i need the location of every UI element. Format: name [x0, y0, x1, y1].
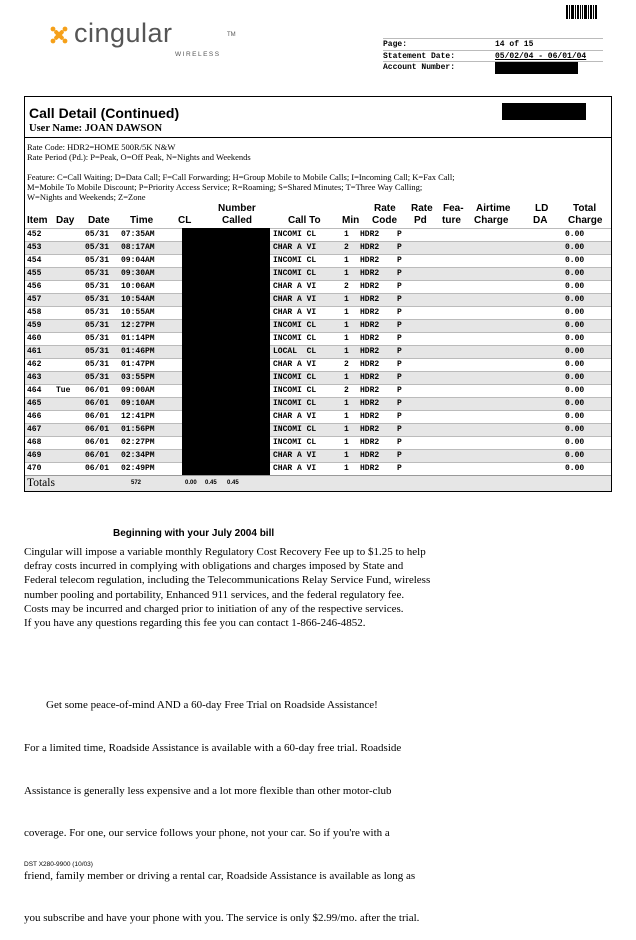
account-number-redaction: [495, 62, 578, 74]
cell-time: 12:27PM: [121, 321, 155, 330]
cell-date: 06/01: [85, 451, 110, 460]
cell-item: 468: [27, 438, 42, 447]
cell-min: 1: [344, 347, 349, 356]
cell-time: 10:06AM: [121, 282, 155, 291]
cell-time: 09:10AM: [121, 399, 155, 408]
cell-item: 453: [27, 243, 42, 252]
cell-date: 06/01: [85, 425, 110, 434]
cell-date: 05/31: [85, 282, 110, 291]
cell-total: 0.00: [565, 373, 585, 382]
cell-date: 05/31: [85, 334, 110, 343]
legend-line: W=Nights and Weekends; Z=Zone: [27, 192, 146, 202]
cell-total: 0.00: [565, 243, 585, 252]
roadside-line: For a limited time, Roadside Assistance is available with a 60-day free trial. Roadside: [24, 742, 402, 755]
cell-code: HDR2: [360, 425, 380, 434]
cell-pd: P: [397, 321, 402, 330]
statement-info: [383, 38, 603, 73]
cell-pd: P: [397, 373, 402, 382]
cell-time: 09:30AM: [121, 269, 155, 278]
cell-item: 461: [27, 347, 42, 356]
table-row: [25, 462, 611, 475]
cell-total: 0.00: [565, 282, 585, 291]
cell-callto: CHAR A VI: [273, 243, 317, 252]
cell-total: 0.00: [565, 464, 585, 473]
cell-min: 1: [344, 256, 349, 265]
cell-code: HDR2: [360, 399, 380, 408]
legend-line: Feature: C=Call Waiting; D=Data Call; F=Call Forwarding; H=Group Mobile to Mobile Calls; I=Incoming Call; K=Fax Call;: [27, 172, 455, 182]
col-date: Date: [88, 215, 110, 226]
notice-title: Beginning with your July 2004 bill: [113, 528, 275, 539]
cell-pd: P: [397, 308, 402, 317]
col-air-2: Charge: [474, 215, 509, 226]
cell-item: 463: [27, 373, 42, 382]
call-detail-section: [24, 96, 612, 492]
table-row: [25, 241, 611, 254]
table-row: [25, 319, 611, 332]
cell-total: 0.00: [565, 269, 585, 278]
cell-min: 1: [344, 425, 349, 434]
cell-min: 2: [344, 386, 349, 395]
cell-time: 08:17AM: [121, 243, 155, 252]
cell-code: HDR2: [360, 360, 380, 369]
col-day: Day: [56, 215, 75, 226]
table-row: [25, 306, 611, 319]
cell-code: HDR2: [360, 269, 380, 278]
cell-callto: CHAR A VI: [273, 464, 317, 473]
table-row: [25, 280, 611, 293]
cell-date: 05/31: [85, 269, 110, 278]
cell-min: 1: [344, 464, 349, 473]
divider: [25, 137, 611, 138]
cell-code: HDR2: [360, 334, 380, 343]
cell-callto: INCOMI CL: [273, 334, 317, 343]
cell-time: 01:46PM: [121, 347, 155, 356]
cell-day: Tue: [56, 386, 71, 395]
brand-subtitle: WIRELESS: [175, 51, 221, 58]
table-row: [25, 254, 611, 267]
col-min: Min: [342, 215, 360, 226]
cingular-x-icon: [50, 26, 68, 44]
cell-code: HDR2: [360, 321, 380, 330]
table-row: [25, 423, 611, 436]
page-label: Page:: [383, 40, 408, 49]
cell-time: 12:41PM: [121, 412, 155, 421]
cell-min: 1: [344, 399, 349, 408]
col-air-1: Airtime: [476, 203, 511, 214]
cell-min: 1: [344, 438, 349, 447]
table-row: [25, 436, 611, 449]
cell-total: 0.00: [565, 256, 585, 265]
cell-date: 05/31: [85, 360, 110, 369]
table-row: [25, 358, 611, 371]
table-row: [25, 293, 611, 306]
cell-callto: INCOMI CL: [273, 425, 317, 434]
cell-code: HDR2: [360, 256, 380, 265]
cell-time: 02:49PM: [121, 464, 155, 473]
legend-line: Rate Code: HDR2=HOME 500R/5K N&W: [27, 142, 176, 152]
cell-callto: INCOMI CL: [273, 438, 317, 447]
col-rate-1: Rate: [374, 203, 396, 214]
cell-item: 470: [27, 464, 42, 473]
cell-total: 0.00: [565, 321, 585, 330]
table-row: [25, 332, 611, 345]
cell-total: 0.00: [565, 451, 585, 460]
cell-date: 05/31: [85, 230, 110, 239]
col-time: Time: [130, 215, 154, 226]
cell-total: 0.00: [565, 308, 585, 317]
cell-date: 05/31: [85, 256, 110, 265]
cell-callto: INCOMI CL: [273, 256, 317, 265]
cell-item: 452: [27, 230, 42, 239]
number-called-redaction: [182, 228, 270, 475]
cell-min: 1: [344, 230, 349, 239]
cell-total: 0.00: [565, 230, 585, 239]
cell-code: HDR2: [360, 230, 380, 239]
cell-date: 05/31: [85, 321, 110, 330]
cell-callto: CHAR A VI: [273, 360, 317, 369]
cell-code: HDR2: [360, 282, 380, 291]
col-number-2: Called: [222, 215, 253, 226]
cell-min: 1: [344, 269, 349, 278]
statement-date-label: Statement Date:: [383, 51, 456, 61]
cell-callto: CHAR A VI: [273, 282, 317, 291]
form-code: DST X280-9900 (10/03): [24, 861, 93, 868]
cell-total: 0.00: [565, 347, 585, 356]
cell-time: 09:00AM: [121, 386, 155, 395]
brand-name: cingular: [74, 18, 173, 48]
cell-time: 10:55AM: [121, 308, 155, 317]
cell-item: 456: [27, 282, 42, 291]
cell-min: 1: [344, 321, 349, 330]
table-row: [25, 449, 611, 462]
col-feat-2: ture: [442, 215, 461, 226]
barcode: [566, 5, 602, 19]
cell-min: 1: [344, 412, 349, 421]
section-title: Call Detail (Continued): [29, 105, 180, 121]
cell-time: 09:04AM: [121, 256, 155, 265]
cell-code: HDR2: [360, 243, 380, 252]
cell-date: 05/31: [85, 295, 110, 304]
cell-min: 1: [344, 451, 349, 460]
cell-pd: P: [397, 386, 402, 395]
totals-row: [25, 475, 611, 491]
cell-date: 06/01: [85, 464, 110, 473]
cell-date: 06/01: [85, 412, 110, 421]
roadside-line: coverage. For one, our service follows your phone, not your car. So if you're with a: [24, 827, 390, 840]
cell-item: 460: [27, 334, 42, 343]
totals-airtime: 0.00: [185, 480, 197, 486]
cell-total: 0.00: [565, 386, 585, 395]
roadside-line: Assistance is generally less expensive and a lot more flexible than other motor-club: [24, 784, 392, 797]
cell-pd: P: [397, 295, 402, 304]
cell-code: HDR2: [360, 373, 380, 382]
cell-time: 07:35AM: [121, 230, 155, 239]
cell-callto: INCOMI CL: [273, 386, 317, 395]
col-pd-1: Rate: [411, 203, 433, 214]
roadside-line: Get some peace-of-mind AND a 60-day Free Trial on Roadside Assistance!: [24, 699, 378, 712]
cell-date: 06/01: [85, 438, 110, 447]
cell-total: 0.00: [565, 399, 585, 408]
cell-pd: P: [397, 451, 402, 460]
roadside-line: friend, family member or driving a rental car, Roadside Assistance is available as long as: [24, 869, 416, 882]
totals-minutes: 572: [131, 480, 142, 486]
cell-min: 1: [344, 308, 349, 317]
cell-time: 10:54AM: [121, 295, 155, 304]
col-ld-2: DA: [533, 215, 548, 226]
col-ld-1: LD: [535, 203, 549, 214]
cell-min: 2: [344, 282, 349, 291]
notice-paragraph: [24, 545, 484, 630]
cell-min: 1: [344, 334, 349, 343]
cell-pd: P: [397, 282, 402, 291]
table-row: [25, 410, 611, 423]
cell-callto: CHAR A VI: [273, 412, 317, 421]
cell-callto: INCOMI CL: [273, 321, 317, 330]
notice-line: Costs may be incurred and charged prior to initiation of any of the respective services.: [24, 602, 404, 615]
cell-code: HDR2: [360, 438, 380, 447]
cell-date: 06/01: [85, 386, 110, 395]
table-row: [25, 397, 611, 410]
col-pd-2: Pd: [414, 215, 427, 226]
cell-pd: P: [397, 360, 402, 369]
cell-item: 466: [27, 412, 42, 421]
cell-callto: INCOMI CL: [273, 373, 317, 382]
cell-item: 469: [27, 451, 42, 460]
cell-total: 0.00: [565, 412, 585, 421]
cell-item: 465: [27, 399, 42, 408]
notice-line: Federal telecom regulation, including the Telecommunications Relay Service Fund, wireless: [24, 574, 431, 587]
notice-line: defray costs incurred in complying with obligations and charges imposed by State and: [24, 560, 404, 573]
col-feat-1: Fea-: [443, 203, 464, 214]
cell-callto: CHAR A VI: [273, 451, 317, 460]
cell-min: 2: [344, 360, 349, 369]
col-cl: CL: [178, 215, 192, 226]
table-row: [25, 267, 611, 280]
cell-total: 0.00: [565, 360, 585, 369]
cell-pd: P: [397, 243, 402, 252]
page-value: 14 of 15: [495, 40, 534, 49]
cell-callto: INCOMI CL: [273, 269, 317, 278]
title-redaction: [502, 103, 586, 120]
cell-time: 03:55PM: [121, 373, 155, 382]
cell-min: 2: [344, 243, 349, 252]
cell-date: 05/31: [85, 347, 110, 356]
cell-callto: LOCAL CL: [273, 347, 317, 356]
call-rows: [25, 228, 611, 475]
totals-total: 0.45: [227, 480, 239, 486]
cell-time: 02:34PM: [121, 451, 155, 460]
cell-item: 455: [27, 269, 42, 278]
cell-total: 0.00: [565, 438, 585, 447]
cell-total: 0.00: [565, 425, 585, 434]
cell-date: 05/31: [85, 308, 110, 317]
roadside-line: you subscribe and have your phone with you. The service is only $2.99/mo. after the trial.: [24, 912, 420, 925]
table-header: [25, 203, 611, 229]
legend-line: M=Mobile To Mobile Discount; P=Priority Access Service; R=Roaming; S=Shared Minutes; T=Three Way Calling;: [27, 182, 423, 192]
cell-item: 462: [27, 360, 42, 369]
cell-time: 01:47PM: [121, 360, 155, 369]
account-number-label: Account Number:: [383, 63, 456, 72]
col-total-1: Total: [573, 203, 597, 214]
cell-pd: P: [397, 425, 402, 434]
cell-pd: P: [397, 347, 402, 356]
notice-line: If you have any questions regarding this fee you can contact 1-866-246-4852.: [24, 617, 366, 630]
cell-item: 454: [27, 256, 42, 265]
cell-code: HDR2: [360, 295, 380, 304]
cell-item: 457: [27, 295, 42, 304]
user-name: User Name: JOAN DAWSON: [29, 123, 163, 134]
table-row: [25, 228, 611, 241]
cell-pd: P: [397, 269, 402, 278]
cell-pd: P: [397, 412, 402, 421]
cell-callto: CHAR A VI: [273, 308, 317, 317]
table-row: [25, 345, 611, 358]
cell-time: 02:27PM: [121, 438, 155, 447]
cell-pd: P: [397, 438, 402, 447]
notice-line: number pooling and portability, Enhanced 911 services, and the federal regulatory fee.: [24, 588, 405, 601]
cell-code: HDR2: [360, 451, 380, 460]
cell-code: HDR2: [360, 464, 380, 473]
cell-code: HDR2: [360, 412, 380, 421]
cell-min: 1: [344, 295, 349, 304]
cell-min: 1: [344, 373, 349, 382]
cell-pd: P: [397, 256, 402, 265]
col-item: Item: [27, 215, 48, 226]
notice-line: Cingular will impose a variable monthly Regulatory Cost Recovery Fee up to $1.25 to help: [24, 546, 426, 558]
cell-code: HDR2: [360, 308, 380, 317]
cell-item: 467: [27, 425, 42, 434]
table-row: [25, 371, 611, 384]
cell-callto: CHAR A VI: [273, 295, 317, 304]
cell-item: 459: [27, 321, 42, 330]
cell-total: 0.00: [565, 295, 585, 304]
cell-code: HDR2: [360, 347, 380, 356]
cell-pd: P: [397, 230, 402, 239]
cell-pd: P: [397, 334, 402, 343]
cell-time: 01:14PM: [121, 334, 155, 343]
cell-pd: P: [397, 464, 402, 473]
cell-callto: INCOMI CL: [273, 230, 317, 239]
brand-tm: TM: [227, 32, 236, 38]
cell-total: 0.00: [565, 334, 585, 343]
totals-ld: 0.45: [205, 480, 217, 486]
cell-time: 01:56PM: [121, 425, 155, 434]
col-rate-2: Code: [372, 215, 397, 226]
table-row: [25, 384, 611, 397]
cell-pd: P: [397, 399, 402, 408]
cell-callto: INCOMI CL: [273, 399, 317, 408]
cell-date: 05/31: [85, 373, 110, 382]
cell-item: 464: [27, 386, 42, 395]
totals-label: Totals: [27, 477, 55, 489]
legend-line: Rate Period (Pd.): P=Peak, O=Off Peak, N=Nights and Weekends: [27, 152, 251, 162]
cell-date: 05/31: [85, 243, 110, 252]
col-total-2: Charge: [568, 215, 603, 226]
cell-code: HDR2: [360, 386, 380, 395]
col-number-1: Number: [218, 203, 256, 214]
cell-item: 458: [27, 308, 42, 317]
roadside-paragraph: [24, 670, 484, 940]
col-callto: Call To: [288, 215, 321, 226]
statement-date-value: 05/02/04 - 06/01/04: [495, 51, 587, 61]
cell-date: 06/01: [85, 399, 110, 408]
